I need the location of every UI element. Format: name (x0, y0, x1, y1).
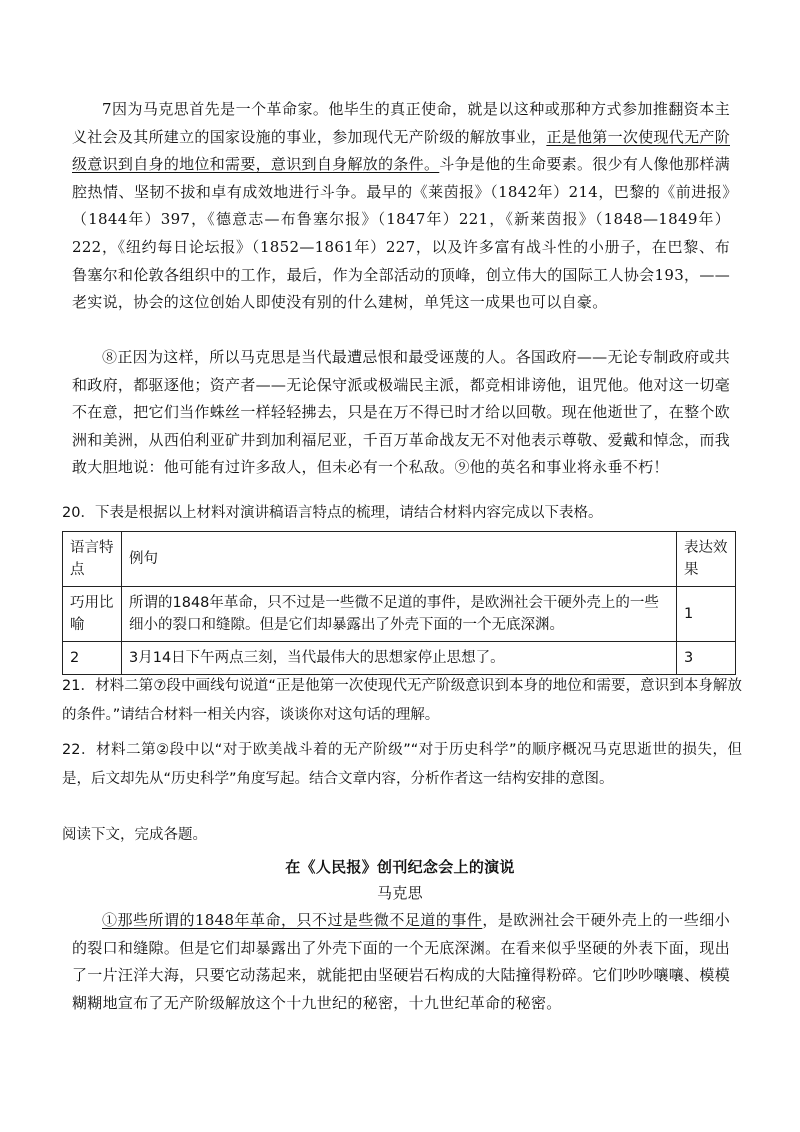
row2-effect: 3 (677, 642, 736, 675)
p7-underlined-sentence: 正是他第一次使现代无产阶级意识到自身的地位和需要，意识到自身解放的条件。 (72, 127, 730, 174)
language-features-table (62, 531, 736, 675)
article-paragraph-1 (72, 907, 730, 1017)
row2-feature: 2 (63, 642, 122, 675)
p1-underlined-phrase: ①那些所谓的1848年革命，只不过是些微不足道的事件 (102, 911, 483, 929)
header-example: 例句 (122, 532, 677, 587)
question-21: 21．材料二第⑦段中画线句说道“正是他第一次使现代无产阶级意识到本身的地位和需要，意识到本身解放的条件。”请结合材料一相关内容，谈谈你对这句话的理解。 (62, 678, 742, 723)
table-header-row (63, 532, 736, 587)
table-row (63, 587, 736, 642)
article-author: 马克思 (377, 884, 423, 902)
article-title: 在《人民报》创刊纪念会上的演说 (285, 858, 515, 876)
p7-text-start: 7因为马克思首先是一个革命家。他毕生的真正使命，就是以这种或那种方式参加推翻资本主义社会及其所建立的国家设施的事业，参加现代无产阶级的解放事业， (72, 100, 730, 146)
row1-example: 所谓的1848年革命，只不过是一些微不足道的事件，是欧洲社会干硬外壳上的一些细小的裂口和缝隙。但是它们却暴露出了外壳下面的一个无底深渊。 (122, 587, 677, 642)
header-effect: 表达效果 (677, 532, 736, 587)
question-20: 20．下表是根据以上材料对演讲稿语言特点的梳理，请结合材料内容完成以下表格。 (62, 505, 603, 521)
header-feature: 语言特点 (63, 532, 122, 587)
row1-effect: 1 (677, 587, 736, 642)
material2-paragraph-7 (72, 96, 730, 317)
p1-text-rest: ，是欧洲社会干硬外壳上的一些细小的裂口和缝隙。但是它们却暴露出了外壳下面的一个无底深渊。在看来似乎坚硬的外表下面，现出了一片汪洋大海，只要它动荡起来，就能把由坚硬岩石构成的大陆撞得粉碎。它们吵吵嚷嚷、模模糊糊地宣布了无产阶级解放这个十九世纪的秘密，十九世纪革命的秘密。 (72, 911, 730, 1012)
row2-example: 3月14日下午两点三刻，当代最伟大的思想家停止思想了。 (122, 642, 677, 675)
row1-feature: 巧用比喻 (63, 587, 122, 642)
question-22: 22．材料二第②段中以“对于欧美战斗着的无产阶级”“对于历史科学”的顺序概况马克思逝世的损失，但是，后文却先从“历史科学”角度写起。结合文章内容，分析作者这一结构安排的意图。 (62, 742, 742, 787)
table-row (63, 642, 736, 675)
reading-intro: 阅读下文，完成各题。 (62, 827, 207, 843)
material2-paragraph-8: ⑧正因为这样，所以马克思是当代最遭忌恨和最受诬蔑的人。各国政府——无论专制政府或共和政府，都驱逐他；资产者——无论保守派或极端民主派，都竞相诽谤他，诅咒他。他对这一切毫不在意，把它们当作蛛丝一样轻轻拂去，只是在万不得已时才给以回敬。现在他逝世了，在整个欧洲和美洲，从西伯利亚矿井到加利福尼亚，千百万革命战友无不对他表示尊敬、爱戴和悼念，而我敢大胆地说：他可能有过许多敌人，但未必有一个私敌。⑨他的英名和事业将永垂不朽！ (72, 348, 730, 477)
p7-text-end: 斗争是他的生命要素。很少有人像他那样满腔热情、坚韧不拔和卓有成效地进行斗争。最早的《莱茵报》（1842年）214，巴黎的《前进报》（1844年）397，《德意志—布鲁塞尔报》（1847年）221，《新莱茵报》（1848—1849年）222，《纽约每日论坛报》（1852—1861年）227，以及许多富有战斗性的小册子，在巴黎、布鲁塞尔和伦敦各组织中的工作，最后，作为全部活动的顶峰，创立伟大的国际工人协会193，——老实说，协会的这位创始人即使没有别的什么建树，单凭这一成果也可以自豪。 (72, 155, 731, 312)
